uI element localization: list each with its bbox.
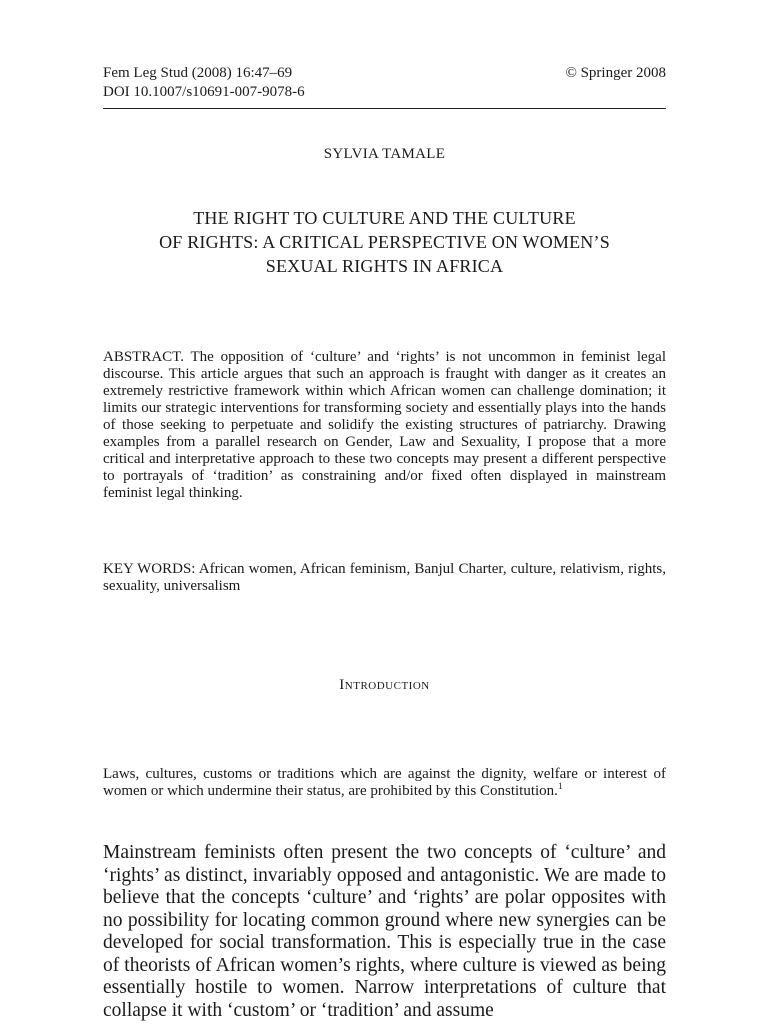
footnote-marker[interactable]: 1 xyxy=(557,781,563,791)
body-paragraph: Mainstream feminists often present the two concepts of ‘culture’ and ‘rights’ as distinct, invariably opposed and antagonistic. We are made to believe that the concepts ‘culture’ and ‘rights’ are polar opposites with no possibility for locating common ground where new synergies can be developed for social transformation. This is especially true in the case of theorists of African women’s rights, where culture is viewed as being essentially hostile to women. Narrow interpretations of culture that collapse it with ‘custom’ or ‘tradition’ and assume xyxy=(103,842,666,1021)
article-title xyxy=(103,206,666,278)
epigraph xyxy=(103,766,666,800)
title-line: THE RIGHT TO CULTURE AND THE CULTURE xyxy=(193,208,576,228)
epigraph-text: Laws, cultures, customs or traditions which are against the dignity, welfare or interest of women or which undermine their status, are prohibited by this Constitution. xyxy=(103,766,666,799)
journal-citation: Fem Leg Stud (2008) 16:47–69 xyxy=(103,65,293,81)
citation-block xyxy=(103,64,305,102)
title-line: SEXUAL RIGHTS IN AFRICA xyxy=(265,256,504,276)
doi: DOI 10.1007/s10691-007-9078-6 xyxy=(103,84,305,100)
running-header xyxy=(103,64,666,102)
copyright-notice: © Springer 2008 xyxy=(565,65,666,81)
author-name: SYLVIA TAMALE xyxy=(323,146,446,162)
section-heading: Introduction xyxy=(339,677,430,693)
keywords: KEY WORDS: African women, African feminism, Banjul Charter, culture, relativism, rights, sexuality, universalism xyxy=(103,561,666,594)
abstract: ABSTRACT. The opposition of ‘culture’ and ‘rights’ is not uncommon in feminist legal discourse. This article argues that such an approach is fraught with danger as it creates an extremely restrictive framework within which African women can challenge domination; it limits our strategic interventions for transforming society and essentially plays into the hands of those seeking to perpetuate and solidify the existing structures of patriarchy. Drawing examples from a parallel research on Gender, Law and Sexuality, I propose that a more critical and interpretative approach to these two concepts may present a different perspective to portrayals of ‘tradition’ as constraining and/or fixed often displayed in mainstream feminist legal thinking. xyxy=(103,349,666,501)
title-line: OF RIGHTS: A CRITICAL PERSPECTIVE ON WOMEN’S xyxy=(159,232,610,252)
header-rule xyxy=(103,108,666,109)
